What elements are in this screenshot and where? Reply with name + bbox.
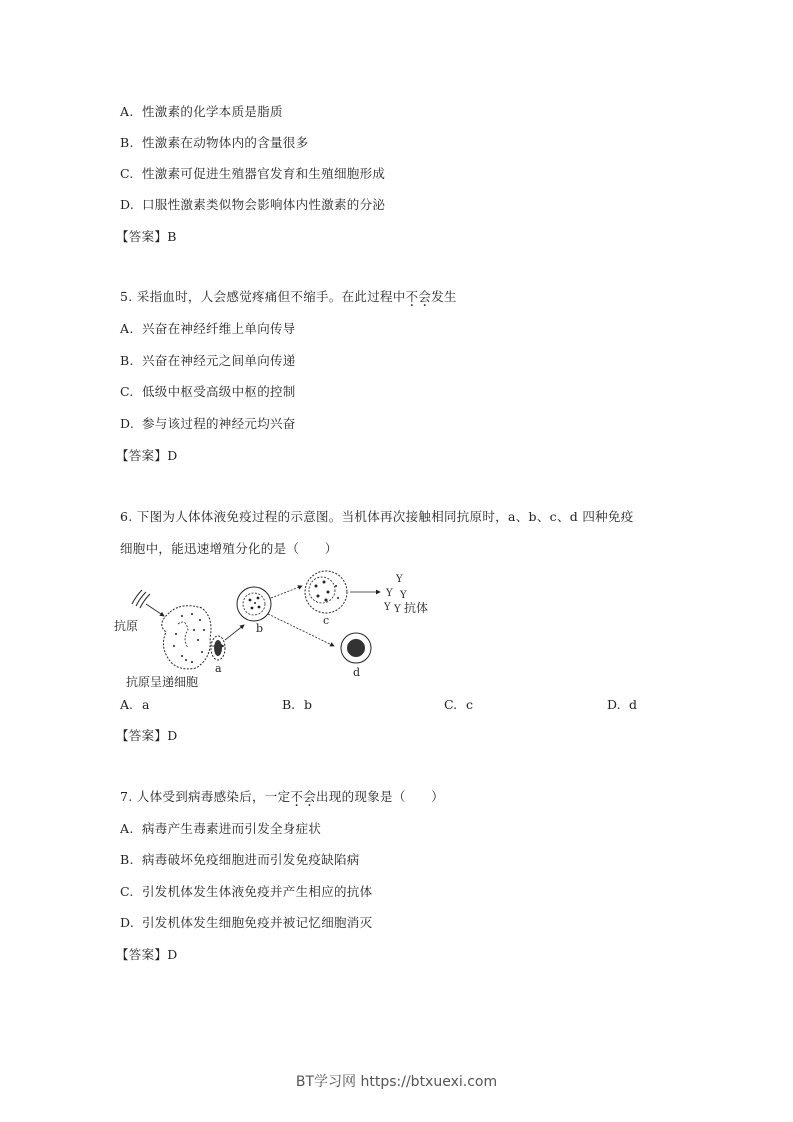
emphasis-char: 不	[290, 789, 304, 804]
option-label: A.	[120, 821, 134, 836]
q7-option-b	[120, 852, 360, 868]
q5-answer: 【答案】D	[116, 448, 178, 463]
q4-option-a	[120, 104, 283, 120]
label-apc: 抗原呈递细胞	[126, 675, 199, 689]
option-text: 口服性激素类似物会影响体内性激素的分泌	[142, 197, 386, 212]
q7-option-d	[120, 915, 372, 931]
option-label: B.	[120, 852, 134, 867]
stem-text: 7. 人体受到病毒感染后，一定	[120, 789, 291, 804]
q6-answer: 【答案】D	[116, 728, 178, 743]
option-text: 兴奋在神经纤维上单向传导	[142, 321, 296, 336]
option-text: 低级中枢受高级中枢的控制	[142, 384, 296, 399]
svg-text:Y: Y	[386, 588, 393, 599]
apc-cell-icon	[162, 606, 211, 669]
option-text: 引发机体发生细胞免疫并被记忆细胞消灭	[142, 915, 373, 930]
q5-option-c	[120, 384, 296, 400]
cell-c-icon	[305, 571, 347, 613]
q4-answer: 【答案】B	[116, 229, 177, 244]
option-label: D.	[120, 915, 135, 930]
option-text: 病毒破坏免疫细胞进而引发免疫缺陷病	[142, 852, 360, 867]
cell-a-icon	[211, 636, 225, 660]
label-cell-c: c	[323, 614, 330, 627]
q6-option-a: A. a	[120, 697, 150, 712]
option-text: 参与该过程的神经元均兴奋	[142, 416, 296, 431]
option-label: D.	[120, 197, 135, 212]
option-text: 性激素在动物体内的含量很多	[142, 135, 309, 150]
option-label: D.	[120, 416, 135, 431]
label-cell-b: b	[256, 622, 264, 635]
option-label: C.	[120, 166, 134, 181]
label-antibody: 抗体	[404, 601, 429, 615]
q4-option-d	[120, 197, 385, 213]
footer-watermark: BT学习网 https://btxuexi.com	[295, 1074, 498, 1090]
option-label: A.	[120, 321, 134, 336]
q5-option-d	[120, 416, 296, 432]
q7-option-a	[120, 821, 321, 837]
option-label: C.	[120, 884, 134, 899]
label-antigen: 抗原	[114, 619, 139, 633]
q5-option-a	[120, 321, 296, 337]
label-cell-d: d	[353, 666, 361, 679]
emphasis-char: 不	[405, 289, 419, 304]
stem-text: 发生	[431, 289, 457, 304]
svg-text:Y: Y	[400, 590, 407, 601]
option-text: 兴奋在神经元之间单向传递	[142, 353, 296, 368]
q6-option-c: C. c	[444, 697, 474, 712]
svg-text:Y: Y	[384, 602, 391, 613]
option-label: B.	[120, 135, 134, 150]
option-text: 引发机体发生体液免疫并产生相应的抗体	[142, 884, 373, 899]
q6-option-b: B. b	[282, 697, 313, 712]
cell-b-icon	[237, 587, 271, 621]
option-label: A.	[120, 104, 134, 119]
q6-option-d: D. d	[607, 697, 638, 712]
svg-text:Y: Y	[396, 574, 403, 585]
stem-text: 出现的现象是（ ）	[316, 789, 445, 804]
q6-stem-line1: 6. 下图为人体体液免疫过程的示意图。当机体再次接触相同抗原时，a、b、c、d 四种免疫	[120, 509, 634, 524]
q7-stem	[120, 789, 444, 805]
q7-option-c	[120, 884, 372, 900]
option-text: 病毒产生毒素进而引发全身症状	[142, 821, 322, 836]
q4-option-b	[120, 135, 308, 151]
q7-answer: 【答案】D	[116, 947, 178, 962]
q5-option-b	[120, 353, 296, 369]
humoral-immunity-diagram	[112, 568, 452, 690]
option-label: C.	[120, 384, 134, 399]
emphasis-char: 会	[418, 289, 432, 304]
q4-option-c	[120, 166, 385, 182]
emphasis-char: 会	[303, 789, 317, 804]
svg-text:Y: Y	[394, 604, 401, 615]
option-text: 性激素的化学本质是脂质	[142, 104, 283, 119]
q5-stem	[120, 289, 457, 305]
cell-d-icon	[341, 633, 371, 663]
option-text: 性激素可促进生殖器官发育和生殖细胞形成	[142, 166, 386, 181]
label-cell-a: a	[215, 662, 222, 675]
q6-stem-line2: 细胞中，能迅速增殖分化的是（ ）	[120, 541, 338, 556]
stem-text: 5. 采指血时，人会感觉疼痛但不缩手。在此过程中	[120, 289, 406, 304]
option-label: B.	[120, 353, 134, 368]
